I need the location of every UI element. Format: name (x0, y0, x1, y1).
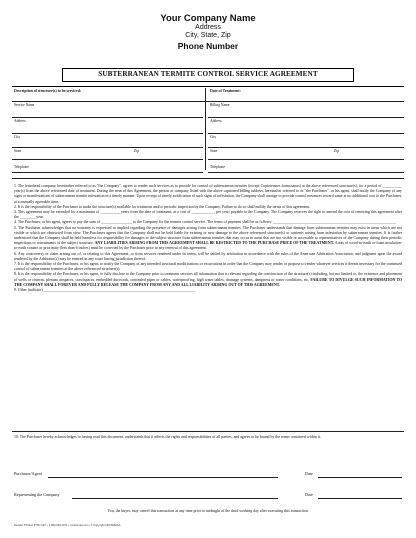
billing-address-field[interactable] (208, 133, 404, 134)
clause-5-liability: ANY LIABILITIES ARISING FROM THIS AGREEMENT SHALL BE RESTRICTED TO THE PURCHASE PRICE OF THE TREATMENT. (94, 241, 334, 246)
clause-8-release: FAILURE TO DIVULGE SUCH INFORMATION TO THE COMPANY SHALL FOREVER AND FULLY RELEASE THE COMPANY FROM ANY AND ALL LIABILITY ARISING OUT OF THIS AGREEMENT. (14, 277, 402, 287)
clause-5-note: Areas of wood-to-earth or foam insulation-to-earth contact or proximity (less than 6 inches) must be corrected by the Purchaser prior to any renewal of this agreement. (14, 241, 402, 251)
company-rep-signature-line[interactable] (72, 498, 278, 499)
service-zip-label: Zip (134, 149, 139, 153)
company-city-state-zip: City, State, Zip (185, 32, 231, 40)
description-line[interactable] (12, 101, 404, 102)
billing-name-field[interactable] (208, 117, 404, 118)
divider (12, 86, 404, 87)
company-address: Address (195, 24, 221, 31)
company-phone: Phone Number (177, 40, 239, 51)
structure-description-label: Description of structure(s) to be serviced: (14, 89, 82, 93)
reorder-footer: Reorder Product #TSN Ink© • 1-800-000-4471 • crmshrmart.com • © Copyright CRCSMMAA (14, 524, 121, 527)
purchaser-signature-line[interactable] (48, 477, 278, 478)
billing-telephone-field[interactable] (208, 172, 404, 173)
cancellation-notice: You, the buyer, may cancel this transaction at any time prior to midnight of the third working day after executing this transaction. (107, 509, 309, 513)
service-address-label: Address (14, 119, 26, 123)
service-state-label: State (14, 149, 22, 153)
clause-1: 1. The letterhead company, hereinafter referred to as "the Company", agrees to render such services as to provide for control of subterranean termites (except Coptotermes formosanus) at the above referenced structure(s), for a period of __________ year(s) from the above referenced date of treatment. During the term of this Agreement, the person or company listed with the above captioned billing address, hereinafter referred to as "the Purchaser", or his agent, shall notify the Company of any signs or manifestations of subterranean termite infestation in a timely manner. Upon receipt of timely notification of such signs of infestation, the Company shall arrange to provide control measures toward same at no additional cost to the Purchaser, at a mutually agreeable time. (14, 184, 402, 204)
billing-address-label: Address (210, 119, 222, 123)
service-city-field[interactable] (12, 147, 203, 148)
treatment-date-label: Date of Treatment: (210, 89, 241, 93)
clause-8-text: 8. It is the responsibility of the Purchaser, or his agent, to fully disclose to the Company prior to treatment services all information that is relevant regarding the construction of the structure(s) including, but not limited to, the existence and placement of wells or cisterns, plenum airspaces, crawlspaces, embedded ductwork, concealed pipes or cables, waterproofing, high water tables, drainage systems, dampness or water conditions, etc. (14, 272, 402, 282)
billing-telephone-label: Telephone (210, 165, 225, 169)
service-telephone-field[interactable] (12, 172, 203, 173)
purchaser-date-line[interactable] (318, 477, 402, 478)
clause-2: 2. It is the responsibility of the Purchaser to make the structure(s) available for treatment and/or periodic inspection by the Company. Failure to do so shall nullify the terms of this agreement. (14, 204, 311, 209)
company-date-label: Date (305, 492, 313, 497)
clause-7: 7. It is the responsibility of the Purchaser, or his agent, to notify the Company of any intended structural modifications or excavations in order that the Company may render or propose to render whatever services it deems necessary for the continued control of subterranean termites at the above referenced structure(s). (14, 262, 402, 272)
clause-3: 3. This agreement may be extended for a maximum of __________ years from the date of treatment, at a cost of ____________ per year; payable to the Company. The Company reserves the right to amend the cost of renewing this agreement after the ________ year. (14, 210, 402, 220)
billing-city-label: City (210, 135, 217, 139)
purchaser-date-label: Date (305, 471, 313, 476)
billing-zip-label: Zip (334, 149, 339, 153)
service-telephone-label: Telephone (14, 165, 29, 169)
billing-state-zip-field[interactable] (208, 159, 404, 160)
service-address-field[interactable] (12, 133, 203, 134)
clause-5 (14, 226, 402, 252)
service-state-zip-field[interactable] (12, 159, 203, 160)
section-divider (12, 178, 404, 179)
letterhead (0, 13, 416, 51)
billing-state-label: State (210, 149, 218, 153)
clause-8 (14, 272, 402, 288)
clause-5-text: 5. The Purchaser acknowledges that no warranty is expressed or implied regarding the presence of damages arising from subterranean termites. The Purchaser understands that damage from subterranean termites may exist in areas which are not visible or which are obstructed from view. The Purchaser agrees that the Company shall not be held liable for existing or new damage to the above referenced structure(s) or contents arising from infestation by subterranean termites. It is further understood that the Company shall be held harmless for responsibility for damages to the subject structure from subterranean termites that may occur in areas that are not visible or accessible to representatives of the Company during their periodic inspections or retreatments of the subject structure. (14, 225, 402, 246)
company-rep-label: Representing the Company (14, 492, 60, 497)
clause-6: 6. Any controversy or claim arising out of, or relating to this Agreement, or from services rendered under its terms, will be settled by arbitration in accordance with the rules of the American Arbitration Association, and judgment upon the award rendered by the Arbitrator(s) may be entered in any court having jurisdiction thereof. (14, 251, 402, 261)
purchaser-agent-label: Purchaser/Agent (14, 471, 42, 476)
service-name-label: Service Name (14, 103, 35, 107)
service-name-field[interactable] (12, 117, 203, 118)
clause-9: 9. Other (indicate) ______________________________________________________________________________ (14, 288, 196, 293)
clause-10: 10. The Purchaser hereby acknowledges to having read this document, understands that it affects the rights and responsibilities of all parties, and agrees to be bound by the terms contained within it. (14, 435, 321, 439)
company-date-line[interactable] (318, 498, 402, 499)
agreement-title: SUBTERRANEAN TERMITE CONTROL SERVICE AGREEMENT (62, 68, 354, 82)
agreement-terms (14, 184, 402, 293)
company-name: Your Company Name (160, 13, 256, 24)
billing-name-label: Billing Name (210, 103, 230, 107)
service-city-label: City (14, 135, 21, 139)
clause-4: 4. The Purchaser, or his agent, agrees to pay the sum of ________________ to the Company for the termite control service. The terms of payment shall be as follows: _______________________________________________________________ (14, 220, 396, 225)
billing-city-field[interactable] (208, 147, 404, 148)
clause-10-divider (12, 431, 404, 432)
